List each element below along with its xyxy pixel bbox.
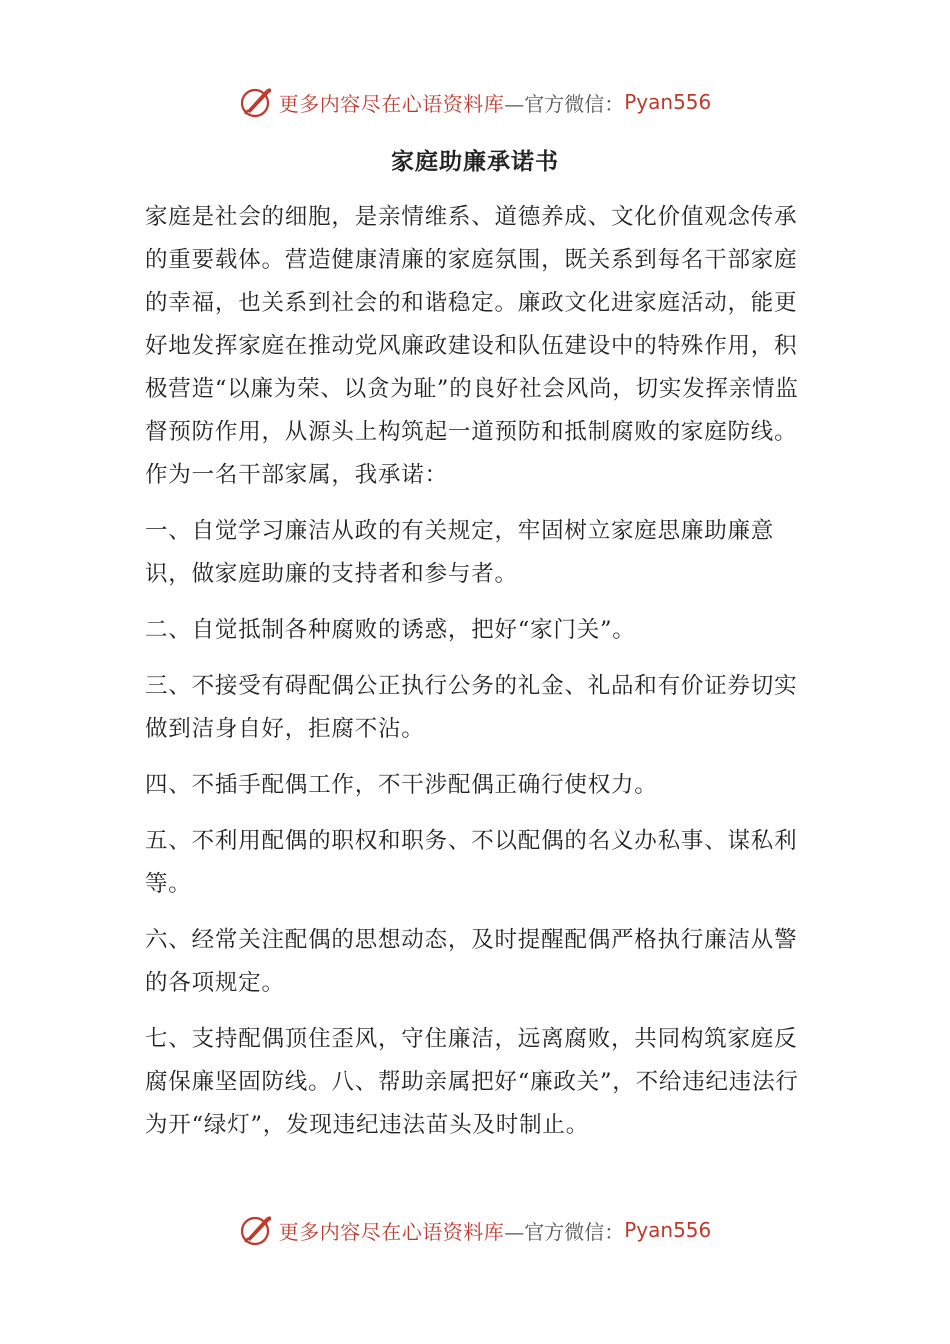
pledge-item-6: 六、经常关注配偶的思想动态，及时提醒配偶严格执行廉洁从警的各项规定。 [145, 927, 798, 996]
header-separator-text: —官方微信： [504, 91, 625, 116]
quill-pen-circle-icon [239, 1212, 275, 1248]
footer-wechat-handle: Pyan556 [624, 1218, 712, 1242]
header-banner [0, 82, 950, 122]
footer-banner [0, 1210, 950, 1250]
pledge-item-3: 三、不接受有碍配偶公正执行公务的礼金、礼品和有价证券切实做到洁身自好，拒腐不沾。 [145, 673, 798, 742]
pledge-item-5: 五、不利用配偶的职权和职务、不以配偶的名义办私事、谋私利等。 [145, 828, 798, 897]
pledge-item-2: 二、自觉抵制各种腐败的诱惑，把好“家门关”。 [145, 617, 636, 643]
footer-brand-text: 更多内容尽在心语资料库 [278, 1219, 505, 1244]
footer-separator-text: —官方微信： [504, 1219, 625, 1244]
header-brand-text: 更多内容尽在心语资料库 [278, 91, 505, 116]
header-wechat-handle: Pyan556 [624, 90, 712, 114]
document-title: 家庭助廉承诺书 [391, 148, 559, 175]
pledge-item-1: 一、自觉学习廉洁从政的有关规定，牢固树立家庭思廉助廉意识，做家庭助廉的支持者和参与者。 [145, 518, 775, 587]
document-body [145, 196, 810, 1160]
quill-pen-circle-icon [239, 84, 275, 120]
pledge-item-4: 四、不插手配偶工作，不干涉配偶正确行使权力。 [145, 772, 658, 798]
pledge-item-7-8: 七、支持配偶顶住歪风，守住廉洁，远离腐败，共同构筑家庭反腐保廉坚固防线。八、帮助亲属把好“廉政关”，不给违纪违法行为开“绿灯”，发现违纪违法苗头及时制止。 [145, 1026, 799, 1138]
intro-paragraph: 家庭是社会的细胞，是亲情维系、道德养成、文化价值观念传承的重要载体。营造健康清廉的家庭氛围，既关系到每名干部家庭的幸福，也关系到社会的和谐稳定。廉政文化进家庭活动，能更好地发挥家庭在推动党风廉政建设和队伍建设中的特殊作用，积极营造“以廉为荣、以贪为耻”的良好社会风尚，切实发挥亲情监督预防作用，从源头上构筑起一道预防和抵制腐败的家庭防线。作为一名干部家属，我承诺： [145, 204, 799, 488]
